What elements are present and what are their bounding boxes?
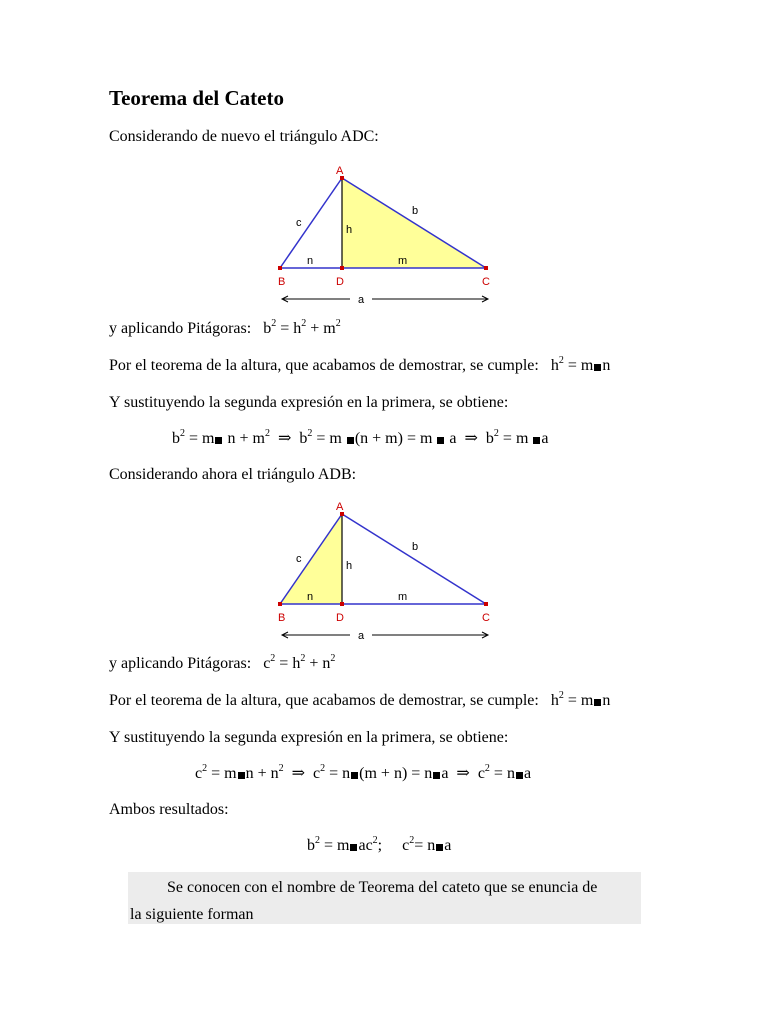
vertex-b-dot [278,266,282,270]
label-h: h [346,560,353,572]
equation-c2: $c^2 = m$ $n + n^2$ ⇒ $c^2 = n$ (m + n) = n a ⇒ $c^2 = n$ a [195,763,532,782]
altura-line-1: Por el teorema de la altura, que acabamos de demostrar, se cumple: $h^2 = m$ n [109,355,611,374]
pitagoras-prefix: y aplicando Pitágoras: [109,320,252,337]
label-n: n [307,591,314,603]
label-C: C [482,612,490,624]
label-n: n [307,255,314,267]
label-a: a [358,630,365,642]
ambos-resultados: Ambos resultados: [109,801,229,818]
label-c: c [296,553,302,565]
intro-adc: Considerando de nuevo el triángulo ADC: [109,128,379,145]
label-D: D [336,612,344,624]
note-line-1: Se conocen con el nombre de Teorema del cateto que se enuncia de [167,879,598,896]
vertex-d-dot [340,266,344,270]
label-b: b [412,541,419,553]
equation-b2: $b^2 = m$ $n + m^2$ ⇒ $b^2 = m$ (n + m) = m a ⇒ $b^2 = m$ a [172,428,549,447]
label-C: C [482,276,490,288]
pitagoras-2: y aplicando Pitágoras: $c^2 = h^2 + n^2$ [109,653,336,672]
note-line-2: la siguiente forman [130,906,254,923]
pitagoras-1: y aplicando Pitágoras: $b^2 = h^2 + m^2$ [109,318,341,337]
label-h: h [346,224,353,236]
vertex-c-dot [484,602,488,606]
label-D: D [336,276,344,288]
altura-text: Por el teorema de la altura, que acabamos de demostrar, se cumple: [109,357,539,374]
label-b: b [412,205,419,217]
label-A: A [336,501,344,513]
triangle-figure-adb [270,496,505,646]
vertex-d-dot [340,602,344,606]
altura-line-2: Por el teorema de la altura, que acabamos de demostrar, se cumple: $h^2 = m$ n [109,690,611,709]
label-m: m [398,591,408,603]
side-b [342,514,486,604]
label-a: a [358,294,365,306]
label-m: m [398,255,408,267]
pitagoras-prefix: y aplicando Pitágoras: [109,655,252,672]
theorem-note-box [128,872,641,924]
equation-results: $b^2 = m$ $ac^2$; $c^2= n$ a [307,835,452,854]
triangle-figure-adc [270,160,505,310]
sustituyendo-line-2: Y sustituyendo la segunda expresión en la primera, se obtiene: [109,729,509,746]
vertex-b-dot [278,602,282,606]
label-A: A [336,165,344,177]
label-B: B [278,612,286,624]
vertex-c-dot [484,266,488,270]
label-B: B [278,276,286,288]
page-title: Teorema del Cateto [109,86,284,110]
label-c: c [296,217,302,229]
altura-text: Por el teorema de la altura, que acabamos de demostrar, se cumple: [109,692,539,709]
intro-adb: Considerando ahora el triángulo ADB: [109,466,357,483]
sustituyendo-line-1: Y sustituyendo la segunda expresión en la primera, se obtiene: [109,394,509,411]
